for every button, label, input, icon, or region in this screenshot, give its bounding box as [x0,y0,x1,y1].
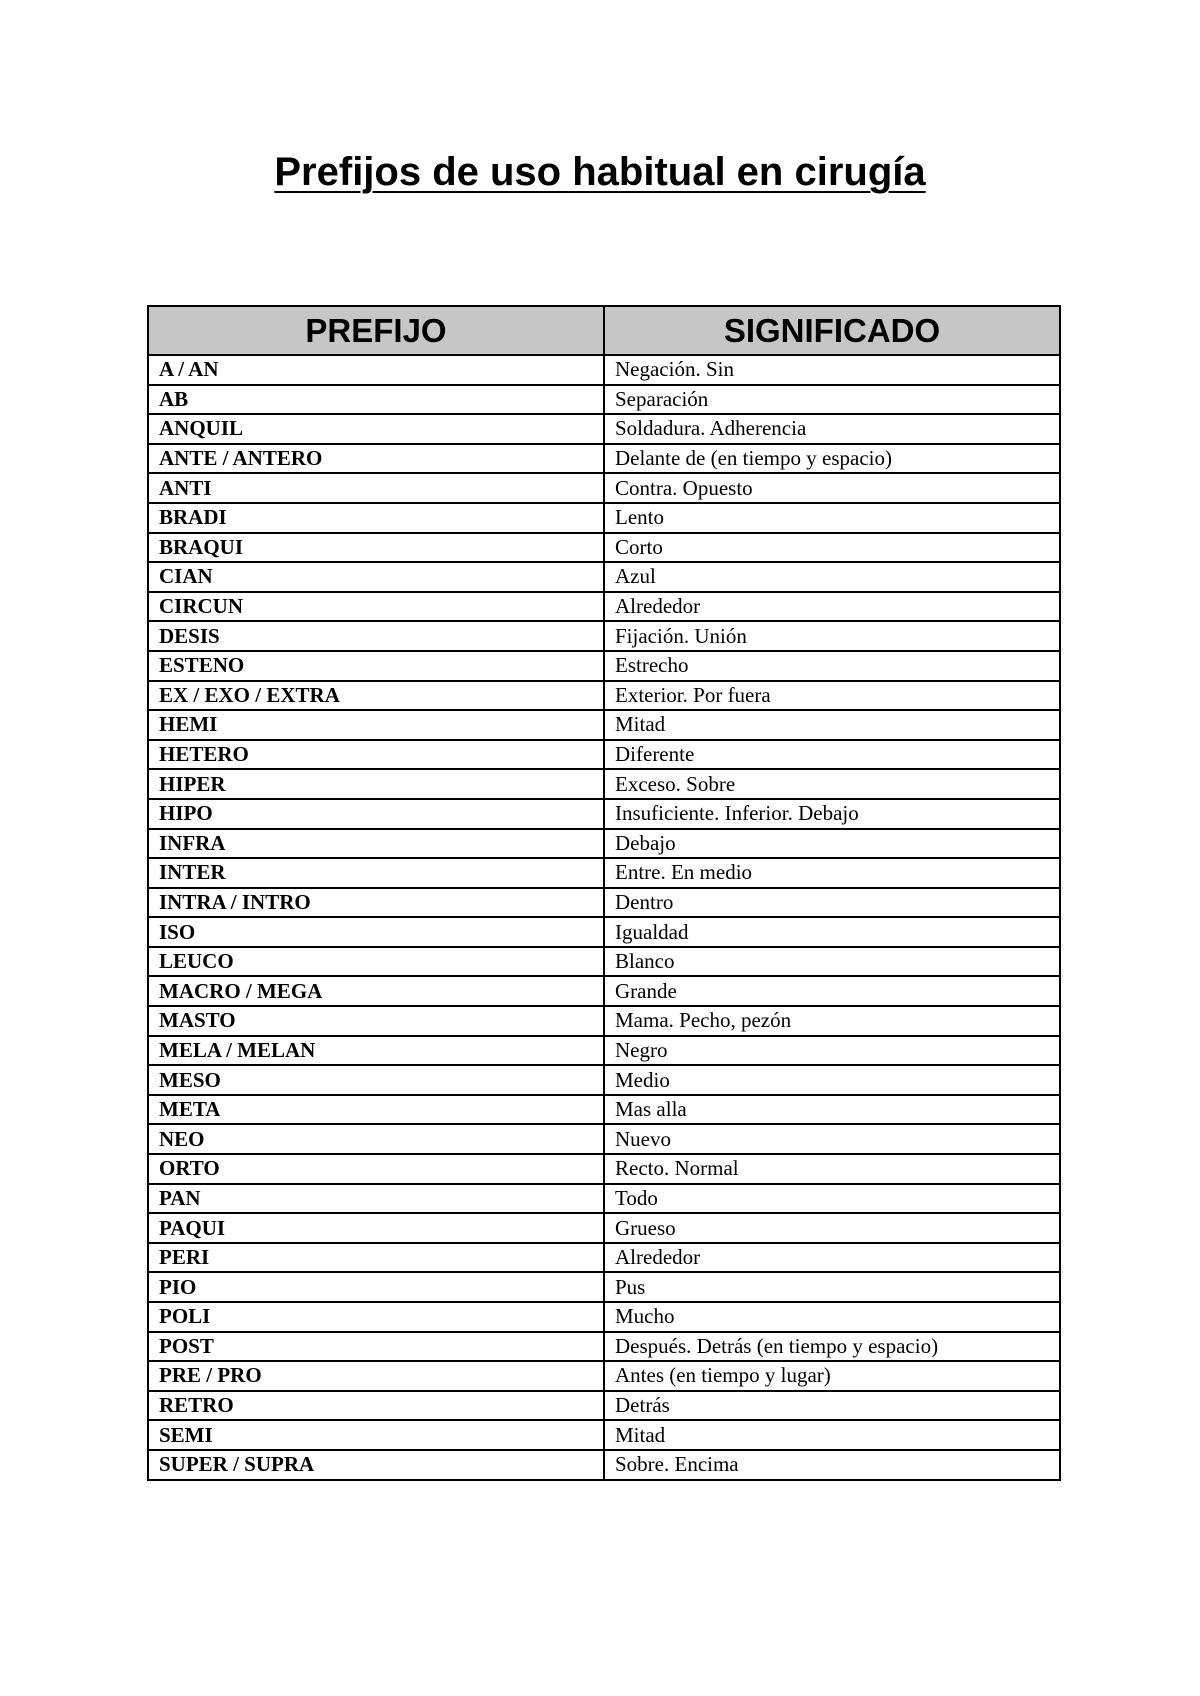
prefix-cell: CIAN [148,562,604,592]
table-row [148,1184,1060,1214]
prefix-cell: EX / EXO / EXTRA [148,681,604,711]
meaning-cell: Estrecho [604,651,1060,681]
prefix-cell: BRADI [148,503,604,533]
header-prefix: PREFIJO [148,306,604,355]
table-row [148,1006,1060,1036]
meaning-cell: Mitad [604,710,1060,740]
table-row [148,1361,1060,1391]
meaning-cell: Alrededor [604,592,1060,622]
meaning-cell: Igualdad [604,917,1060,947]
table-body [148,355,1060,1480]
table-row [148,533,1060,563]
meaning-cell: Lento [604,503,1060,533]
prefix-cell: INFRA [148,829,604,859]
table-row [148,1420,1060,1450]
prefix-table [147,305,1061,1481]
meaning-cell: Nuevo [604,1124,1060,1154]
meaning-cell: Grueso [604,1213,1060,1243]
meaning-cell: Mitad [604,1420,1060,1450]
table-row [148,355,1060,385]
prefix-cell: MESO [148,1065,604,1095]
table-row [148,592,1060,622]
prefix-cell: HEMI [148,710,604,740]
prefix-cell: AB [148,385,604,415]
table-row [148,888,1060,918]
meaning-cell: Soldadura. Adherencia [604,414,1060,444]
meaning-cell: Exterior. Por fuera [604,681,1060,711]
table-row [148,829,1060,859]
table-row [148,858,1060,888]
prefix-cell: ORTO [148,1154,604,1184]
table-row [148,621,1060,651]
prefix-cell: NEO [148,1124,604,1154]
prefix-cell: MASTO [148,1006,604,1036]
meaning-cell: Alrededor [604,1243,1060,1273]
meaning-cell: Azul [604,562,1060,592]
meaning-cell: Pus [604,1272,1060,1302]
prefix-cell: PERI [148,1243,604,1273]
meaning-cell: Insuficiente. Inferior. Debajo [604,799,1060,829]
meaning-cell: Contra. Opuesto [604,473,1060,503]
prefix-cell: INTER [148,858,604,888]
meaning-cell: Mama. Pecho, pezón [604,1006,1060,1036]
prefix-cell: INTRA / INTRO [148,888,604,918]
meaning-cell: Detrás [604,1391,1060,1421]
table-row [148,1302,1060,1332]
prefix-cell: ISO [148,917,604,947]
meaning-cell: Antes (en tiempo y lugar) [604,1361,1060,1391]
meaning-cell: Grande [604,976,1060,1006]
prefix-cell: MACRO / MEGA [148,976,604,1006]
table-row [148,976,1060,1006]
prefix-cell: HIPER [148,769,604,799]
prefix-cell: ANTE / ANTERO [148,444,604,474]
table-row [148,1272,1060,1302]
meaning-cell: Medio [604,1065,1060,1095]
prefix-cell: PAN [148,1184,604,1214]
prefix-cell: META [148,1095,604,1125]
prefix-cell: SEMI [148,1420,604,1450]
table-row [148,1450,1060,1480]
table-row [148,1332,1060,1362]
prefix-cell: DESIS [148,621,604,651]
table-row [148,651,1060,681]
table-row [148,1036,1060,1066]
meaning-cell: Mucho [604,1302,1060,1332]
meaning-cell: Exceso. Sobre [604,769,1060,799]
table-row [148,917,1060,947]
table-row [148,473,1060,503]
prefix-cell: LEUCO [148,947,604,977]
meaning-cell: Sobre. Encima [604,1450,1060,1480]
prefix-cell: RETRO [148,1391,604,1421]
prefix-cell: PIO [148,1272,604,1302]
prefix-cell: HETERO [148,740,604,770]
prefix-cell: MELA / MELAN [148,1036,604,1066]
table-row [148,740,1060,770]
table-row [148,503,1060,533]
table-row [148,710,1060,740]
table-row [148,799,1060,829]
table-row [148,444,1060,474]
meaning-cell: Todo [604,1184,1060,1214]
prefix-cell: ANTI [148,473,604,503]
prefix-cell: POLI [148,1302,604,1332]
prefix-cell: ESTENO [148,651,604,681]
meaning-cell: Entre. En medio [604,858,1060,888]
meaning-cell: Corto [604,533,1060,563]
table-row [148,1243,1060,1273]
table-row [148,1391,1060,1421]
table-row [148,414,1060,444]
prefix-cell: SUPER / SUPRA [148,1450,604,1480]
prefix-cell: ANQUIL [148,414,604,444]
prefix-cell: BRAQUI [148,533,604,563]
meaning-cell: Después. Detrás (en tiempo y espacio) [604,1332,1060,1362]
prefix-cell: PRE / PRO [148,1361,604,1391]
prefix-cell: CIRCUN [148,592,604,622]
meaning-cell: Dentro [604,888,1060,918]
table-row [148,1124,1060,1154]
prefix-cell: PAQUI [148,1213,604,1243]
meaning-cell: Blanco [604,947,1060,977]
meaning-cell: Negro [604,1036,1060,1066]
page-title-text: Prefijos de uso habitual en cirugía [274,150,926,194]
table-row [148,769,1060,799]
table-row [148,1065,1060,1095]
meaning-cell: Recto. Normal [604,1154,1060,1184]
meaning-cell: Negación. Sin [604,355,1060,385]
prefix-cell: POST [148,1332,604,1362]
table-row [148,681,1060,711]
prefix-cell: HIPO [148,799,604,829]
page-title [0,150,1200,195]
meaning-cell: Diferente [604,740,1060,770]
table-row [148,947,1060,977]
table-header-row [148,306,1060,355]
meaning-cell: Separación [604,385,1060,415]
meaning-cell: Fijación. Unión [604,621,1060,651]
meaning-cell: Mas alla [604,1095,1060,1125]
header-meaning: SIGNIFICADO [604,306,1060,355]
meaning-cell: Delante de (en tiempo y espacio) [604,444,1060,474]
meaning-cell: Debajo [604,829,1060,859]
table-row [148,385,1060,415]
prefix-cell: A / AN [148,355,604,385]
table-row [148,1213,1060,1243]
table-row [148,562,1060,592]
table-row [148,1154,1060,1184]
table-row [148,1095,1060,1125]
